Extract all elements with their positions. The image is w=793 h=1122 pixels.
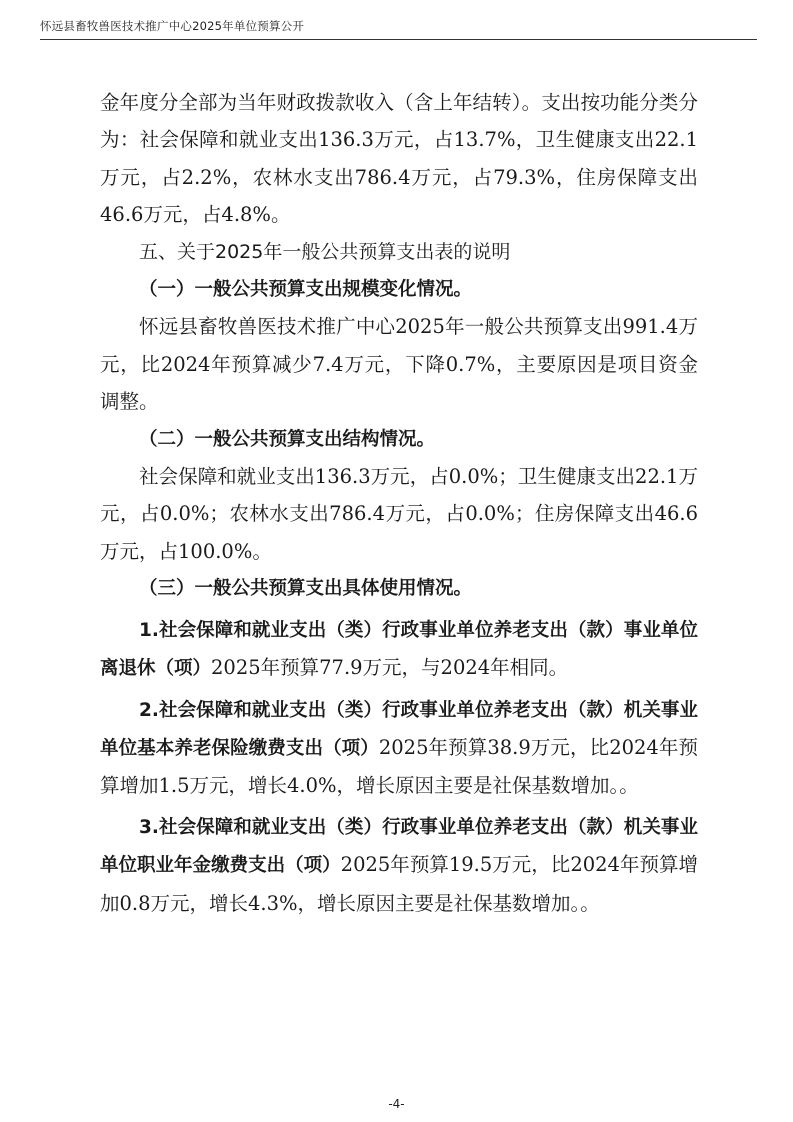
document-body [100,84,698,922]
item-2-title: 2.社会保障和就业支出（类）行政事业单位养老支出（款）机关事业单位基本养老保险缴费支出（项） [100,699,698,759]
page-header: 怀远县畜牧兽医技术推广中心2025年单位预算公开 [40,19,305,33]
paragraph-budget-summary: 金年度分全部为当年财政拨款收入（含上年结转）。支出按功能分类分为：社会保障和就业支出136.3万元，占13.7%，卫生健康支出22.1万元，占2.2%，农林水支出786.4万元，占79.3%，住房保障支出46.6万元，占4.8%。 [100,91,698,227]
subsection-heading-3: （三）一般公共预算支出具体使用情况。 [139,578,473,600]
page-number: -4- [388,1097,405,1111]
subsection-heading-1: （一）一般公共预算支出规模变化情况。 [139,279,473,301]
item-3-title: 3.社会保障和就业支出（类）行政事业单位养老支出（款）机关事业单位职业年金缴费支出（项） [100,816,698,877]
item-1-text: 2025年预算77.9万元，与2024年相同。 [211,656,569,680]
header-divider [40,39,757,40]
item-3 [100,808,698,922]
section-heading-5: 五、关于2025年一般公共预算支出表的说明 [139,240,511,263]
item-3-text: 2025年预算19.5万元，比2024年预算增加0.8万元，增长4.3%，增长原因主要是社保基数增加。。 [100,853,698,915]
item-1-title: 1.社会保障和就业支出（类）行政事业单位养老支出（款）事业单位离退休（项） [100,619,698,680]
item-2 [100,691,698,805]
paragraph-scale-change: 怀远县畜牧兽医技术推广中心2025年一般公共预算支出991.4万元，比2024年预算减少7.4万元，下降0.7%，主要原因是项目资金调整。 [100,315,698,414]
item-2-text: 2025年预算38.9万元，比2024年预算增加1.5万元，增长4.0%，增长原因主要是社保基数增加。。 [100,735,698,798]
paragraph-structure: 社会保障和就业支出136.3万元，占0.0%；卫生健康支出22.1万元，占0.0%；农林水支出786.4万元，占0.0%；住房保障支出46.6万元，占100.0%。 [100,465,698,563]
item-1 [100,611,698,688]
subsection-heading-2: （二）一般公共预算支出结构情况。 [139,428,436,450]
